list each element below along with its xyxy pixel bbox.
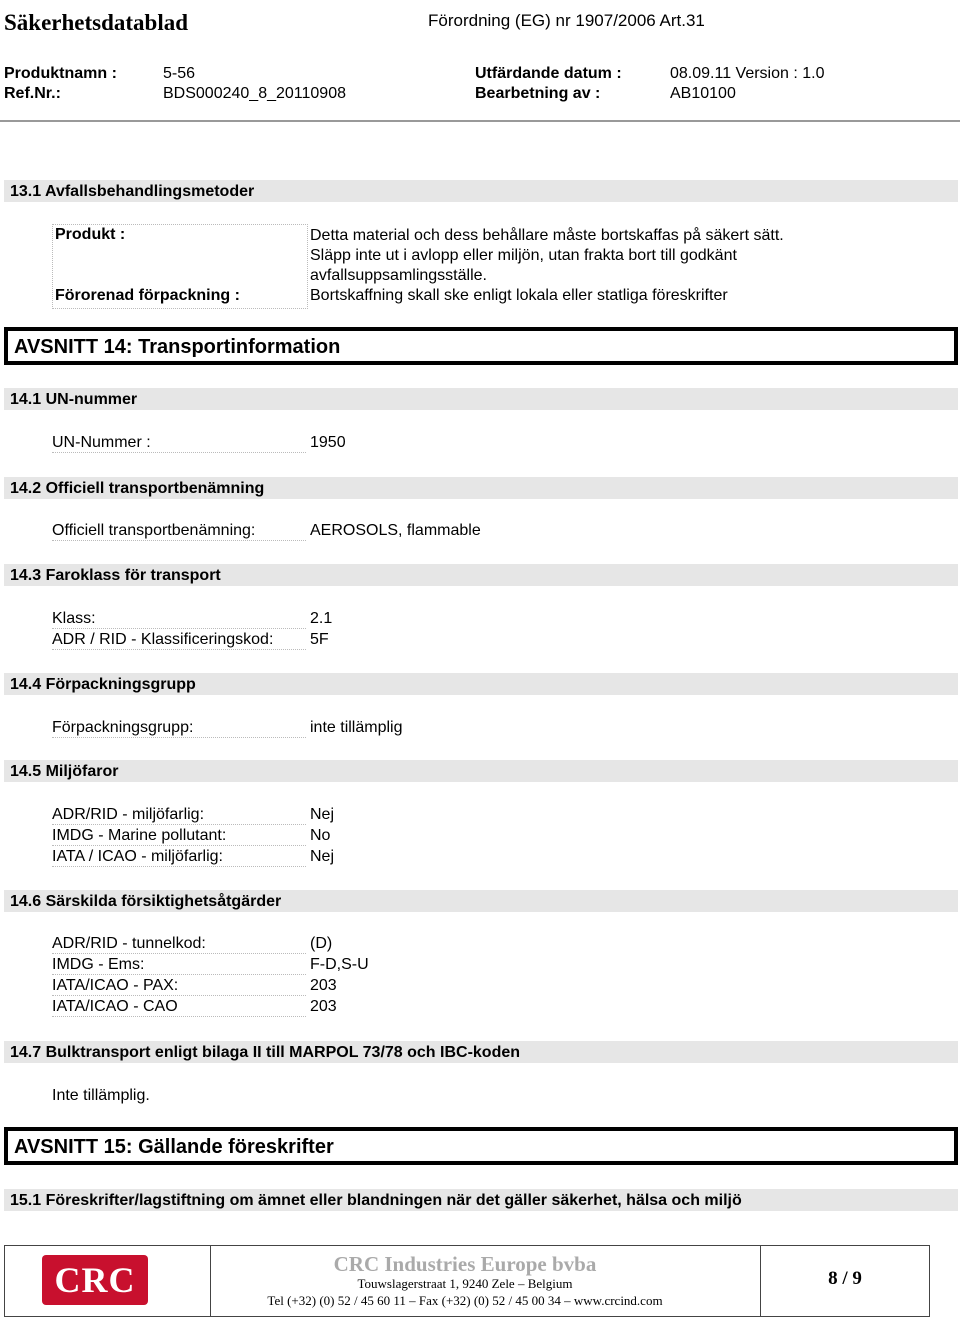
section-14-5-title: 14.5 Miljöfaror (4, 760, 958, 782)
section-15-1-title: 15.1 Föreskrifter/lagstiftning om ämnet eller blandningen när det gäller säkerhet, hälsa och miljö (4, 1189, 958, 1211)
product-disposal-line: Detta material och dess behållare måste bortskaffas på säkert sätt. (310, 227, 784, 244)
section-14-name: Transportinformation (132, 336, 341, 358)
env-hazard-value: Nej (310, 848, 335, 865)
env-hazard-value: No (310, 827, 331, 844)
shipping-name-label: Officiell transportbenämning: (52, 522, 306, 541)
edited-by-label: Bearbetning av : (475, 85, 601, 102)
ref-number-label: Ref.Nr.: (4, 85, 61, 102)
hazard-class-value: 2.1 (310, 610, 333, 627)
classification-code-value: 5F (310, 631, 329, 648)
contaminated-packaging-label: Förorenad förpackning : (55, 287, 240, 304)
shipping-name-value: AEROSOLS, flammable (310, 522, 481, 539)
precaution-value: F-D,S-U (310, 956, 369, 973)
product-name-label: Produktnamn : (4, 65, 117, 82)
product-name-value: 5-56 (163, 65, 196, 82)
edited-by-value: AB10100 (670, 85, 736, 102)
section-14-4-title: 14.4 Förpackningsgrupp (4, 673, 958, 695)
section-14-1-title: 14.1 UN-nummer (4, 388, 958, 410)
precaution-label: IATA/ICAO - PAX: (52, 977, 306, 996)
document-title: Säkerhetsdatablad (4, 10, 189, 35)
section-15-prefix: AVSNITT 15: (14, 1136, 133, 1158)
precaution-label: ADR/RID - tunnelkod: (52, 935, 306, 954)
header-divider (0, 120, 960, 122)
bulk-transport-text: Inte tillämplig. (52, 1087, 150, 1104)
contaminated-packaging-value: Bortskaffning skall ske enligt lokala eller statliga föreskrifter (310, 287, 728, 304)
section-15-heading (4, 1127, 958, 1165)
section-14-7-title: 14.7 Bulktransport enligt bilaga II till MARPOL 73/78 och IBC-koden (4, 1041, 958, 1063)
section-14-heading (4, 327, 958, 365)
crc-logo: CRC (42, 1255, 148, 1305)
precaution-label: IMDG - Ems: (52, 956, 306, 975)
product-disposal-text (310, 226, 784, 286)
classification-code-label: ADR / RID - Klassificeringskod: (52, 631, 306, 650)
hazard-class-label: Klass: (52, 610, 306, 629)
un-number-label: UN-Nummer : (52, 434, 306, 453)
env-hazard-label: ADR/RID - miljöfarlig: (52, 806, 306, 825)
footer-company: CRC Industries Europe bvba (333, 1252, 597, 1276)
section-13-1-title: 13.1 Avfallsbehandlingsmetoder (4, 180, 958, 202)
section-14-6-title: 14.6 Särskilda försiktighetsåtgärder (4, 890, 958, 912)
env-hazard-label: IATA / ICAO - miljöfarlig: (52, 848, 306, 867)
footer-address: Touwslagerstraat 1, 9240 Zele – Belgium (357, 1276, 573, 1291)
packing-group-value: inte tillämplig (310, 719, 403, 736)
section-15-name: Gällande föreskrifter (132, 1136, 334, 1158)
page-number: 8 / 9 (828, 1268, 862, 1289)
section-14-3-title: 14.3 Faroklass för transport (4, 564, 958, 586)
footer-contact: Tel (+32) (0) 52 / 45 60 11 – Fax (+32) (0) 52 / 45 00 34 – www.crcind.com (267, 1293, 663, 1308)
un-number-value: 1950 (310, 434, 346, 451)
product-label: Produkt : (55, 226, 126, 243)
product-disposal-line: avfallsuppsamlingsställe. (310, 267, 487, 284)
section-14-prefix: AVSNITT 14: (14, 336, 133, 358)
precaution-value: 203 (310, 977, 337, 994)
precaution-value: (D) (310, 935, 333, 952)
precaution-value: 203 (310, 998, 337, 1015)
regulation-reference: Förordning (EG) nr 1907/2006 Art.31 (428, 11, 705, 30)
product-disposal-line: Släpp inte ut i avlopp eller miljön, utan frakta bort till godkänt (310, 247, 737, 264)
env-hazard-label: IMDG - Marine pollutant: (52, 827, 306, 846)
precaution-label: IATA/ICAO - CAO (52, 998, 306, 1017)
issue-date-value: 08.09.11 Version : 1.0 (670, 65, 825, 82)
section-14-2-title: 14.2 Officiell transportbenämning (4, 477, 958, 499)
issue-date-label: Utfärdande datum : (475, 65, 622, 82)
env-hazard-value: Nej (310, 806, 335, 823)
packing-group-label: Förpackningsgrupp: (52, 719, 306, 738)
ref-number-value: BDS000240_8_20110908 (163, 85, 346, 102)
